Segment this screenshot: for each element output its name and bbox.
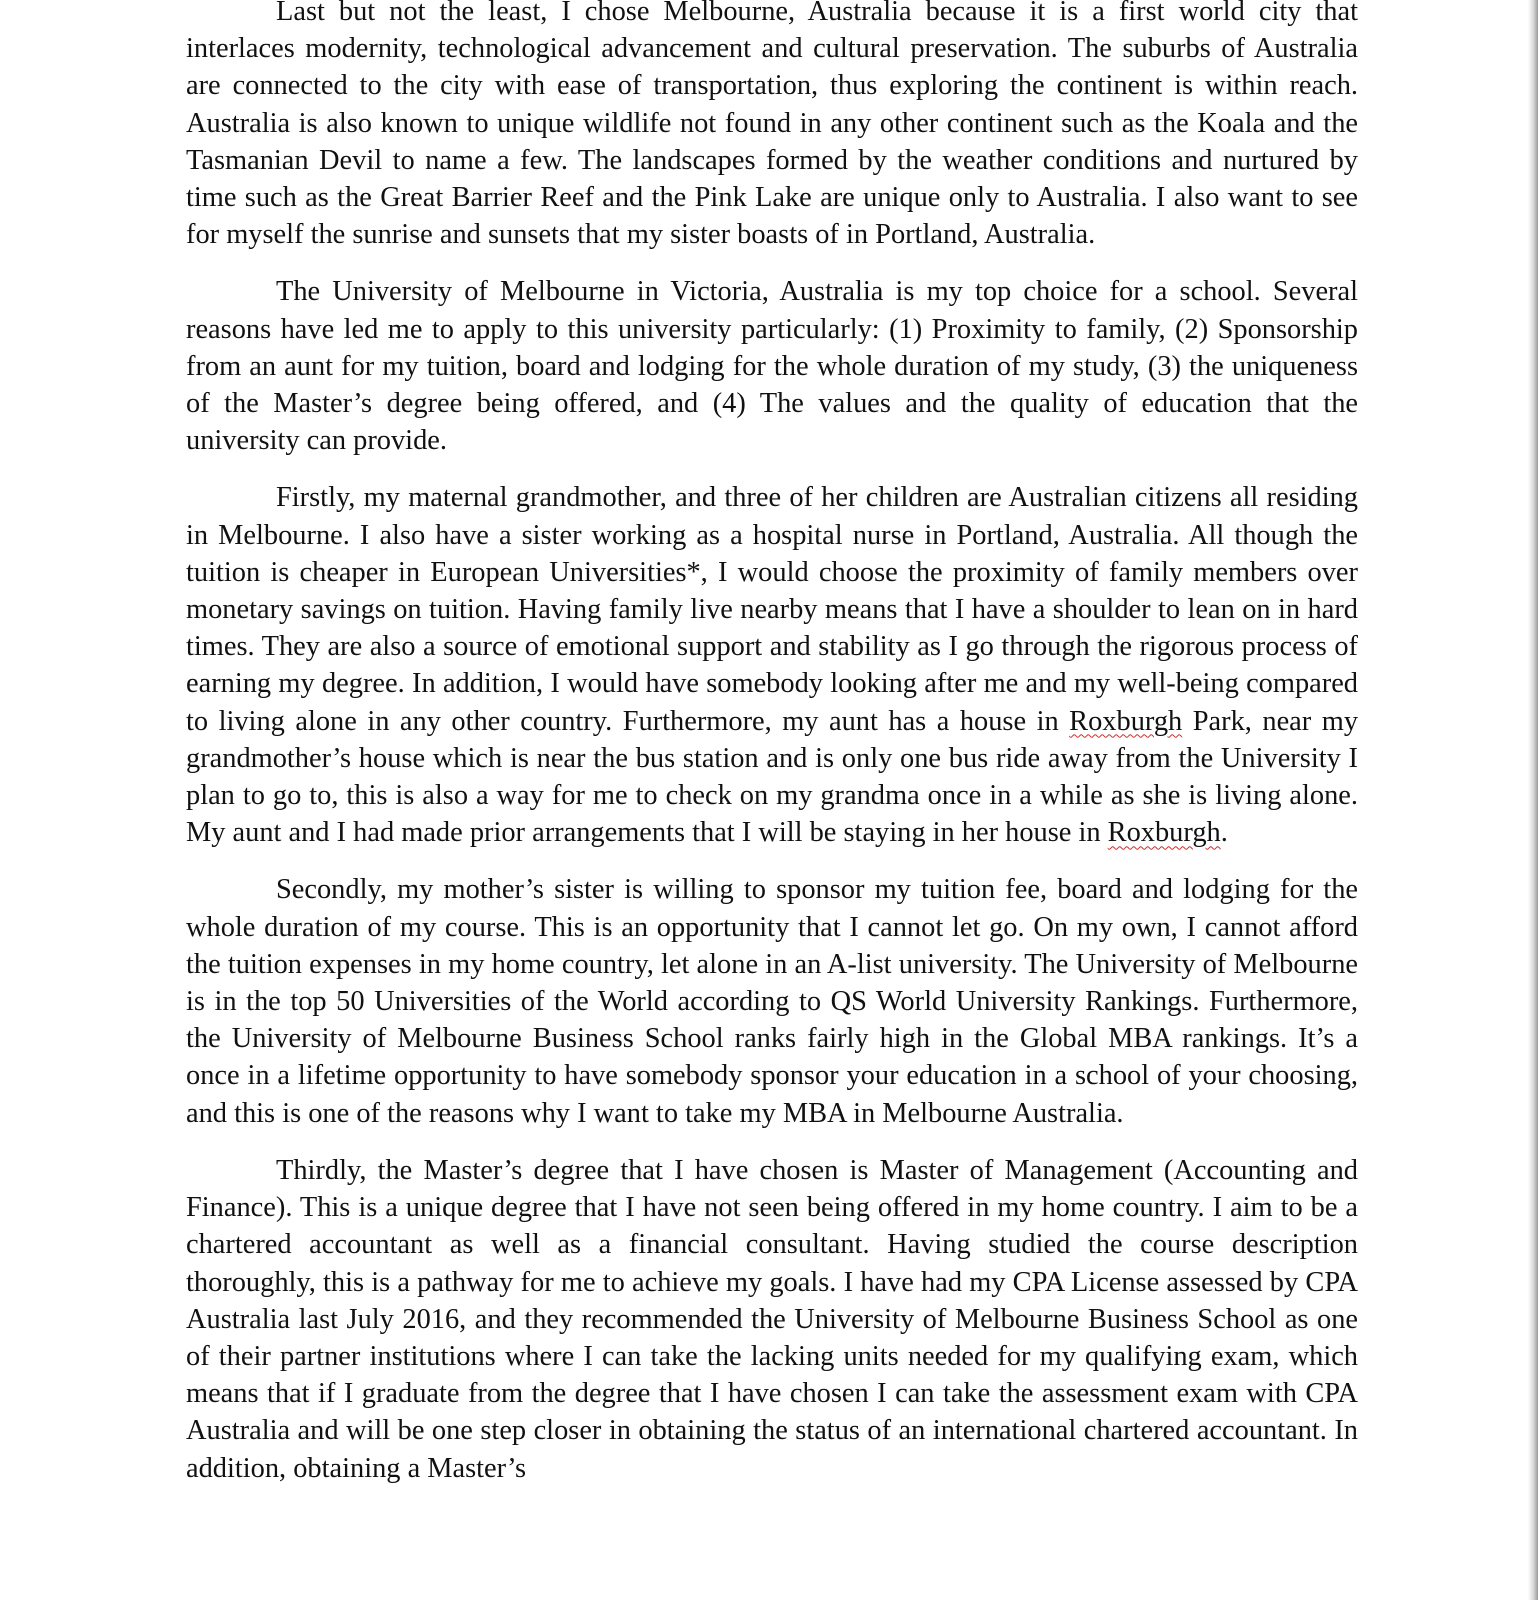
paragraph-masters-degree: [186, 1152, 1358, 1487]
paragraph-text: .: [1220, 817, 1228, 849]
paragraph-text: Thirdly, the Master’s degree that I have chosen is Master of Management (Accounting and Finance). This is a unique degree that I have not seen being offered in my home country. I aim to be a chartered accountant as well as a financial consultant. Having studied the course description thoroughly, this is a pathway for me to achieve my goals. I have had my CPA License assessed by CPA Australia last July 2016, and they recommended the University of Melbourne Business School as one of their partner institutions where I can take the lacking units needed for my qualifying exam, which means that if I graduate from the degree that I have chosen I can take the assessment exam with CPA Australia and will be one step closer in obtaining the status of an international chartered accountant. In addition, obtaining a Master’s: [186, 1154, 1358, 1484]
paragraph-proximity-to-family: [186, 479, 1358, 851]
paragraph-university-reasons: [186, 273, 1358, 459]
paragraph-melbourne-choice: [186, 0, 1358, 253]
document-body: [186, 0, 1358, 1507]
paragraph-text: The University of Melbourne in Victoria, Australia is my top choice for a school. Several reasons have led me to apply to this university particularly: (1) Proximity to family, (2) Sponsorship from an aunt for my tuition, board and lodging for the whole duration of my study, (3) the uniqueness of the Master’s degree being offered, and (4) The values and the quality of education that the university can provide.: [186, 276, 1358, 457]
page-edge-shadow: [1528, 0, 1538, 1600]
paragraph-text: Park, near my grandmother’s house which is near the bus station and is only one bus ride away from the University I plan to go to, this is also a way for me to check on my grandma once in a while as she is living alone. My aunt and I had made prior arrangements that I will be staying in her house in: [186, 705, 1359, 849]
paragraph-text: Secondly, my mother’s sister is willing to sponsor my tuition fee, board and lodging for the whole duration of my course. This is an opportunity that I cannot let go. On my own, I cannot afford the tuition expenses in my home country, let alone in an A-list university. The University of Melbourne is in the top 50 Universities of the World according to QS World University Rankings. Furthermore, the University of Melbourne Business School ranks fairly high in the Global MBA rankings. It’s a once in a lifetime opportunity to have somebody sponsor your education in a school of your choosing, and this is one of the reasons why I want to take my MBA in Melbourne Australia.: [186, 874, 1358, 1129]
misspelled-word[interactable]: Roxburgh: [1107, 817, 1221, 849]
misspelled-word[interactable]: Roxburgh: [1069, 705, 1183, 737]
paragraph-text: Last but not the least, I chose Melbourne, Australia because it is a first world city that interlaces modernity, technological advancement and cultural preservation. The suburbs of Australia are connected to the city with ease of transportation, thus exploring the continent is within reach. Australia is also known to unique wildlife not found in any other continent such as the Koala and the Tasmanian Devil to name a few. The landscapes formed by the weather conditions and nurtured by time such as the Great Barrier Reef and the Pink Lake are unique only to Australia. I also want to see for myself the sunrise and sunsets that my sister boasts of in Portland, Australia.: [186, 0, 1358, 251]
paragraph-text: Firstly, my maternal grandmother, and three of her children are Australian citizens all residing in Melbourne. I also have a sister working as a hospital nurse in Portland, Australia. All though the tuition is cheaper in European Universities*, I would choose the proximity of family members over monetary savings on tuition. Having family live nearby means that I have a shoulder to lean on in hard times. They are also a source of emotional support and stability as I go through the rigorous process of earning my degree. In addition, I would have somebody looking after me and my well-being compared to living alone in any other country. Furthermore, my aunt has a house in: [186, 482, 1358, 737]
paragraph-sponsorship: [186, 871, 1358, 1131]
